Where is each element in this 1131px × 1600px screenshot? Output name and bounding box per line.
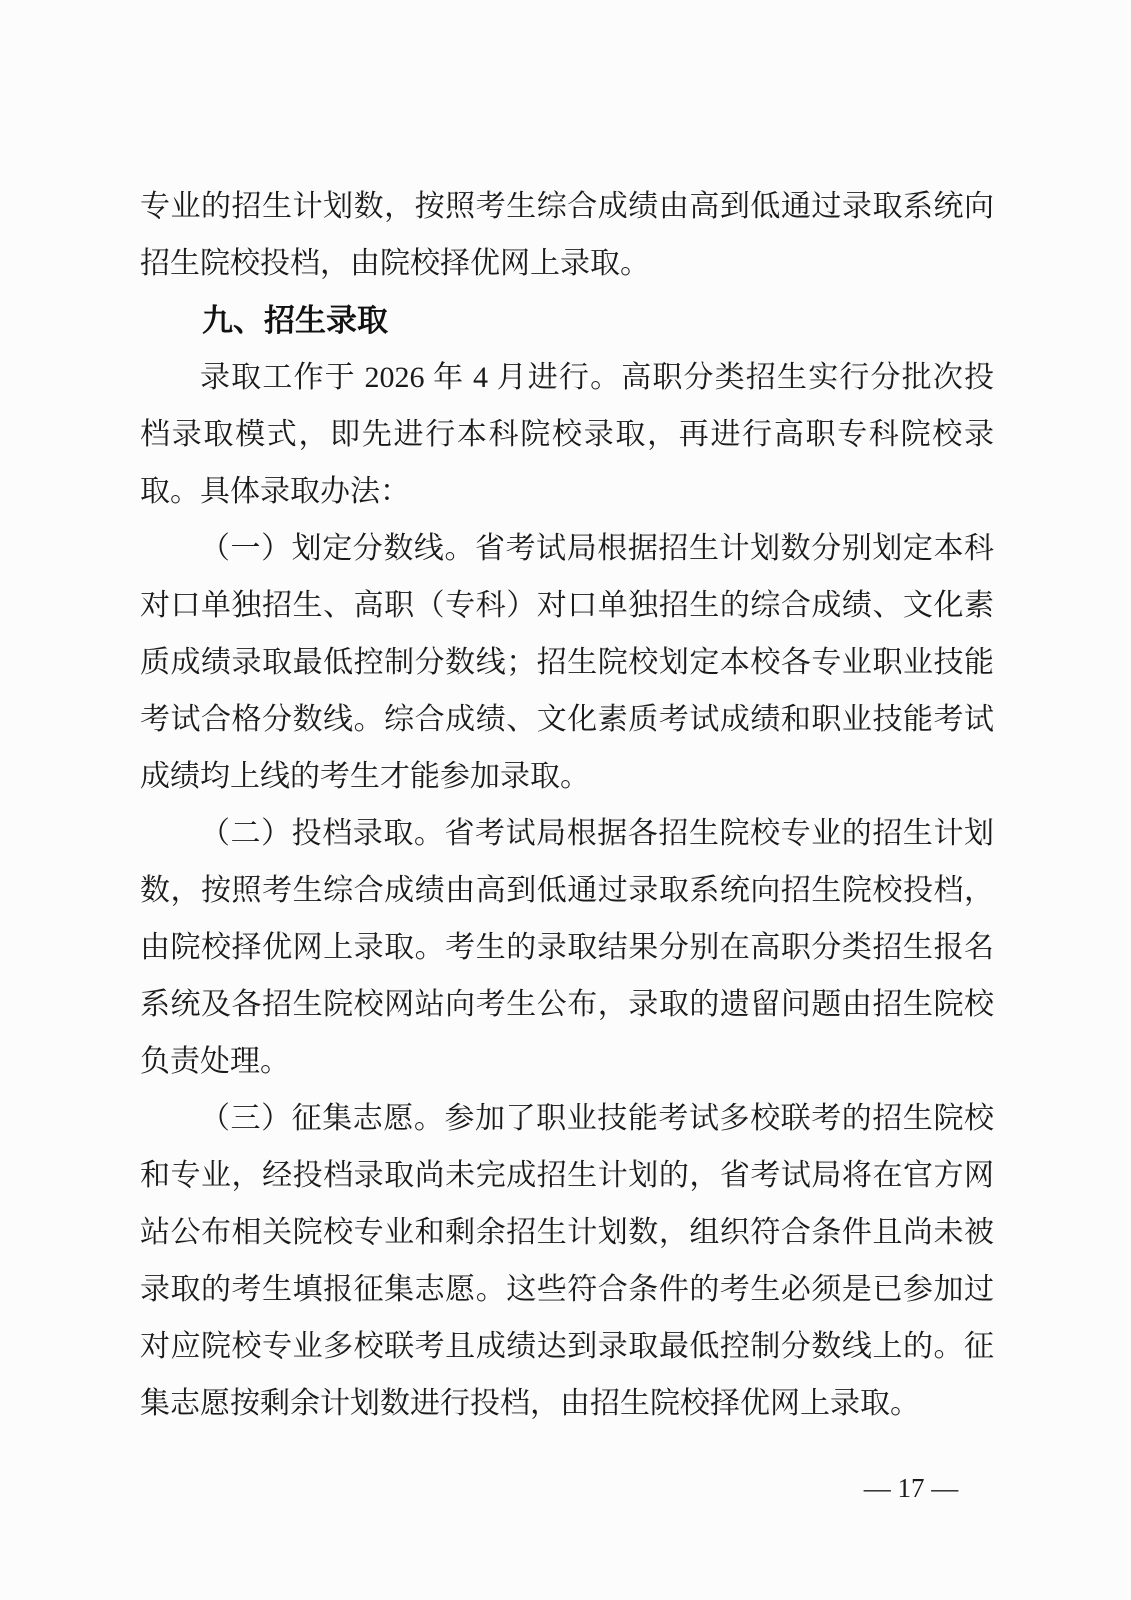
item-1-body: 省考试局根据招生计划数分别划定本科对口单独招生、高职（专科）对口单独招生的综合成绩、文化素质成绩录取最低控制分数线；招生院校划定本校各专业职业技能考试合格分数线。综合成绩、文化素质考试成绩和职业技能考试成绩均上线的考生才能参加录取。 xyxy=(140,532,995,793)
paragraph-item-1 xyxy=(140,520,994,805)
item-2-body: 省考试局根据各招生院校专业的招生计划数，按照考生综合成绩由高到低通过录取系统向招生院校投档，由院校择优网上录取。考生的录取结果分别在高职分类招生报名系统及各招生院校网站向考生公布，录取的遗留问题由招生院校负责处理。 xyxy=(140,817,995,1078)
paragraph-admission-intro: 录取工作于 2026 年 4 月进行。高职分类招生实行分批次投档录取模式，即先进行本科院校录取，再进行高职专科院校录取。具体录取办法： xyxy=(140,361,994,508)
paragraph-item-2 xyxy=(140,805,994,1090)
section-heading-enrollment-admission: 九、招生录取 xyxy=(202,303,388,338)
item-1-lead: （一）划定分数线。 xyxy=(200,532,476,565)
item-3-body: 参加了职业技能考试多校联考的招生院校和专业，经投档录取尚未完成招生计划的，省考试局将在官方网站公布相关院校专业和剩余招生计划数，组织符合条件且尚未被录取的考生填报征集志愿。这些符合条件的考生必须是已参加过对应院校专业多校联考且成绩达到录取最低控制分数线上的。征集志愿按剩余计划数进行投档，由招生院校择优网上录取。 xyxy=(140,1102,995,1420)
paragraph-item-3 xyxy=(140,1090,994,1432)
paragraph-continuation: 专业的招生计划数，按照考生综合成绩由高到低通过录取系统向招生院校投档，由院校择优网上录取。 xyxy=(140,190,994,280)
page-number: — 17 — xyxy=(863,1473,959,1503)
document-text-block xyxy=(140,178,994,1432)
item-2-lead: （二）投档录取。 xyxy=(200,817,445,850)
item-3-lead: （三）征集志愿。 xyxy=(200,1102,445,1135)
